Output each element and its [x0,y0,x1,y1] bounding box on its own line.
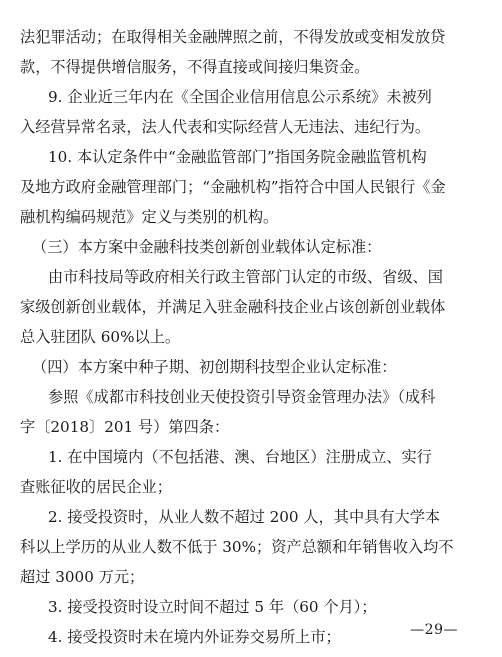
text-line: 法犯罪活动；在取得相关金融牌照之前，不得发放或变相发放贷 [20,28,446,46]
section-heading: （四）本方案中种子期、初创期科技型企业认定标准： [32,358,397,376]
text-line: 10. 本认定条件中“金融监管部门”指国务院金融监管机构 [48,148,427,166]
text-line: 4. 接受投资时未在境内外证券交易所上市； [48,628,341,646]
text-line: 总入驻团队 60%以上。 [20,328,181,346]
text-line: 3. 接受投资时设立时间不超过 5 年（60 个月）； [48,598,377,616]
text-line: 字〔2018〕201 号）第四条： [20,418,230,436]
text-line: 2. 接受投资时，从业人数不超过 200 人，其中具有大学本 [48,508,441,526]
text-line: 1. 在中国境内（不包括港、澳、台地区）注册成立、实行 [48,448,432,466]
text-line: 家级创新创业载体，并满足入驻金融科技企业占该创新创业载体 [20,298,446,316]
text-line: 及地方政府金融管理部门；“金融机构”指符合中国人民银行《金 [20,178,446,196]
text-line: 科以上学历的从业人数不低于 30%；资产总额和年销售收入均不 [20,538,454,556]
text-line: 融机构编码规范》定义与类别的机构。 [20,208,279,226]
text-line: 参照《成都市科技创业天使投资引导资金管理办法》（成科 [48,388,436,406]
text-line: 款，不得提供增信服务，不得直接或间接归集资金。 [20,58,370,76]
text-line: 超过 3000 万元； [20,568,145,586]
text-line: 由市科技局等政府相关行政主管部门认定的市级、省级、国 [48,268,443,286]
page-number: —29— [410,622,458,638]
text-line: 9. 企业近三年内在《全国企业信用信息公示系统》未被列 [48,88,432,106]
text-line: 查账征收的居民企业； [20,478,172,496]
text-line: 入经营异常名录，法人代表和实际经营人无违法、违纪行为。 [20,118,431,136]
section-heading: （三）本方案中金融科技类创新创业载体认定标准： [32,238,382,256]
